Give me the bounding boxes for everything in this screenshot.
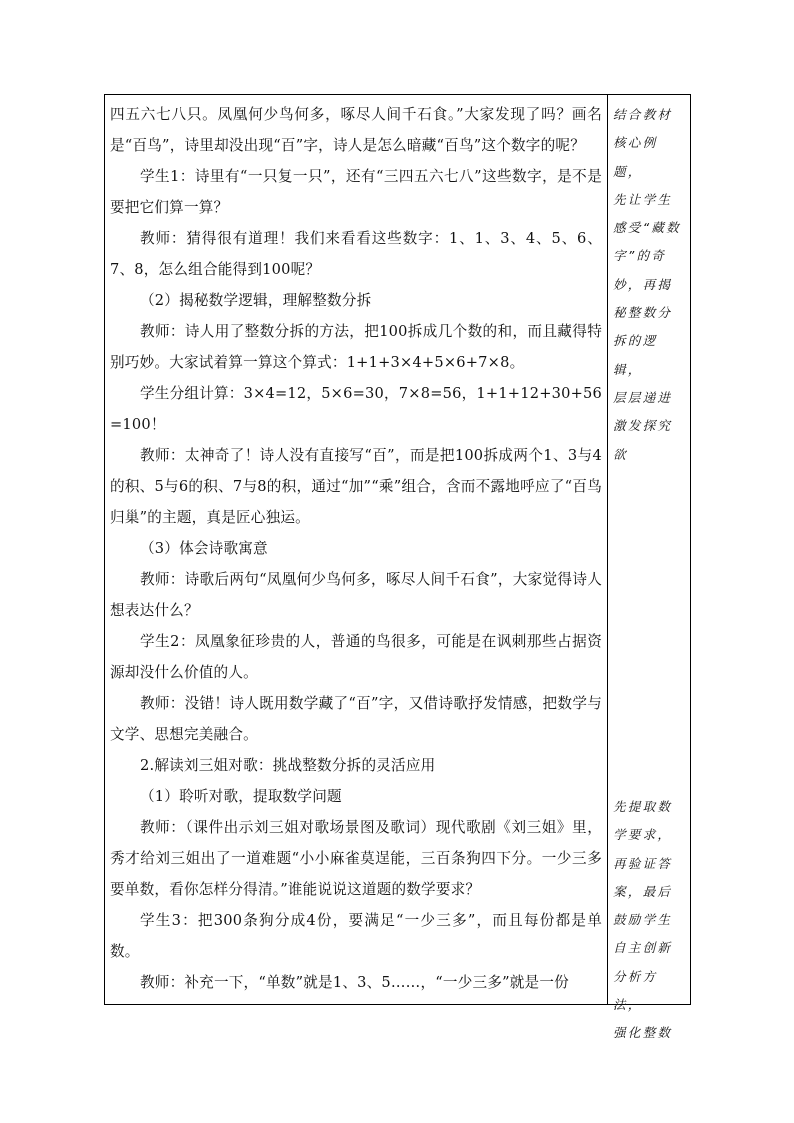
design-intent-note-1 xyxy=(613,101,686,469)
note-line: 秘整数分 xyxy=(613,305,673,321)
design-intent-note-2 xyxy=(613,793,686,1048)
paragraph: 教师：补充一下，“单数”就是1、3、5……，“一少三多”就是一份 xyxy=(140,974,569,991)
paragraph: 教师：太神奇了！诗人没有直接写“百”，而是把100拆成两个1、3与4的积、5与6的积、7与8的积，通过“加”“乘”组合，含而不露地呼应了“百鸟归巢”的主题，真是匠心独运。 xyxy=(110,447,602,526)
note-line: 案，最后 xyxy=(613,883,673,899)
section-heading: 2.解读刘三姐对歌：挑战整数分拆的灵活应用 xyxy=(140,757,436,774)
paragraph: 教师：没错！诗人既用数学藏了“百”字，又借诗歌抒发情感，把数学与文学、思想完美融合。 xyxy=(110,695,602,743)
section-heading: （2）揭秘数学逻辑，理解整数分拆 xyxy=(140,292,372,309)
paragraph: 学生1：诗里有“一只复一只”，还有“三四五六七八”这些数字，是不是要把它们算一算？ xyxy=(110,168,602,216)
paragraph: 教师：猜得很有道理！我们来看看这些数字：1、1、3、4、5、6、7、8，怎么组合能得到100呢？ xyxy=(110,230,602,278)
paragraph: 教师：诗人用了整数分拆的方法，把100拆成几个数的和，而且藏得特别巧妙。大家试着算一算这个算式：1+1+3×4+5×6+7×8。 xyxy=(110,323,602,371)
note-line: 学要求， xyxy=(613,827,673,843)
section-heading: （3）体会诗歌寓意 xyxy=(140,540,268,557)
note-line: 妙，再揭 xyxy=(613,276,673,292)
note-line: 拆的逻辑， xyxy=(613,333,658,377)
note-line: 鼓励学生 xyxy=(613,912,673,928)
note-line: 核心例题， xyxy=(613,135,658,179)
teaching-process-column xyxy=(110,99,602,998)
section-heading: （1）聆听对歌，提取数学问题 xyxy=(140,788,342,805)
note-line: 分析方法， xyxy=(613,968,658,1013)
paragraph: 学生3：把300条狗分成4份，要满足“一少三多”，而且每份都是单数。 xyxy=(110,912,602,960)
paragraph: 教师：（课件出示刘三姐对歌场景图及歌词）现代歌剧《刘三姐》里，秀才给刘三姐出了一道难题“小小麻雀莫逞能，三百条狗四下分。一少三多要单数，看你怎样分得清。”谁能说说这道题的数学要求？ xyxy=(110,819,602,898)
note-line: 层层递进 xyxy=(613,389,673,405)
note-line: 感受“藏数 xyxy=(613,220,681,236)
note-line: 欲 xyxy=(613,446,628,462)
note-line: 字”的奇 xyxy=(613,248,667,264)
lesson-plan-table xyxy=(104,94,691,1041)
column-divider xyxy=(607,95,608,1004)
paragraph: 学生分组计算：3×4=12，5×6=30，7×8=56，1+1+12+30+56=100！ xyxy=(110,385,602,433)
note-line: 先让学生 xyxy=(613,191,673,207)
note-line: 再验证答 xyxy=(613,855,673,871)
note-line: 强化整数 xyxy=(613,1025,673,1041)
note-line: 先提取数 xyxy=(613,799,673,814)
paragraph: 学生2：凤凰象征珍贵的人，普通的鸟很多，可能是在讽刺那些占据资源却没什么价值的人。 xyxy=(110,633,602,681)
note-line: 自主创新 xyxy=(613,940,673,956)
paragraph: 四五六七八只。凤凰何少鸟何多，啄尽人间千石食。”大家发现了吗？画名是“百鸟”，诗里却没出现“百”字，诗人是怎么暗藏“百鸟”这个数字的呢？ xyxy=(110,106,602,154)
note-line: 结合教材 xyxy=(613,107,673,122)
note-line: 激发探究 xyxy=(613,418,673,434)
paragraph: 教师：诗歌后两句“凤凰何少鸟何多，啄尽人间千石食”，大家觉得诗人想表达什么？ xyxy=(110,571,602,619)
